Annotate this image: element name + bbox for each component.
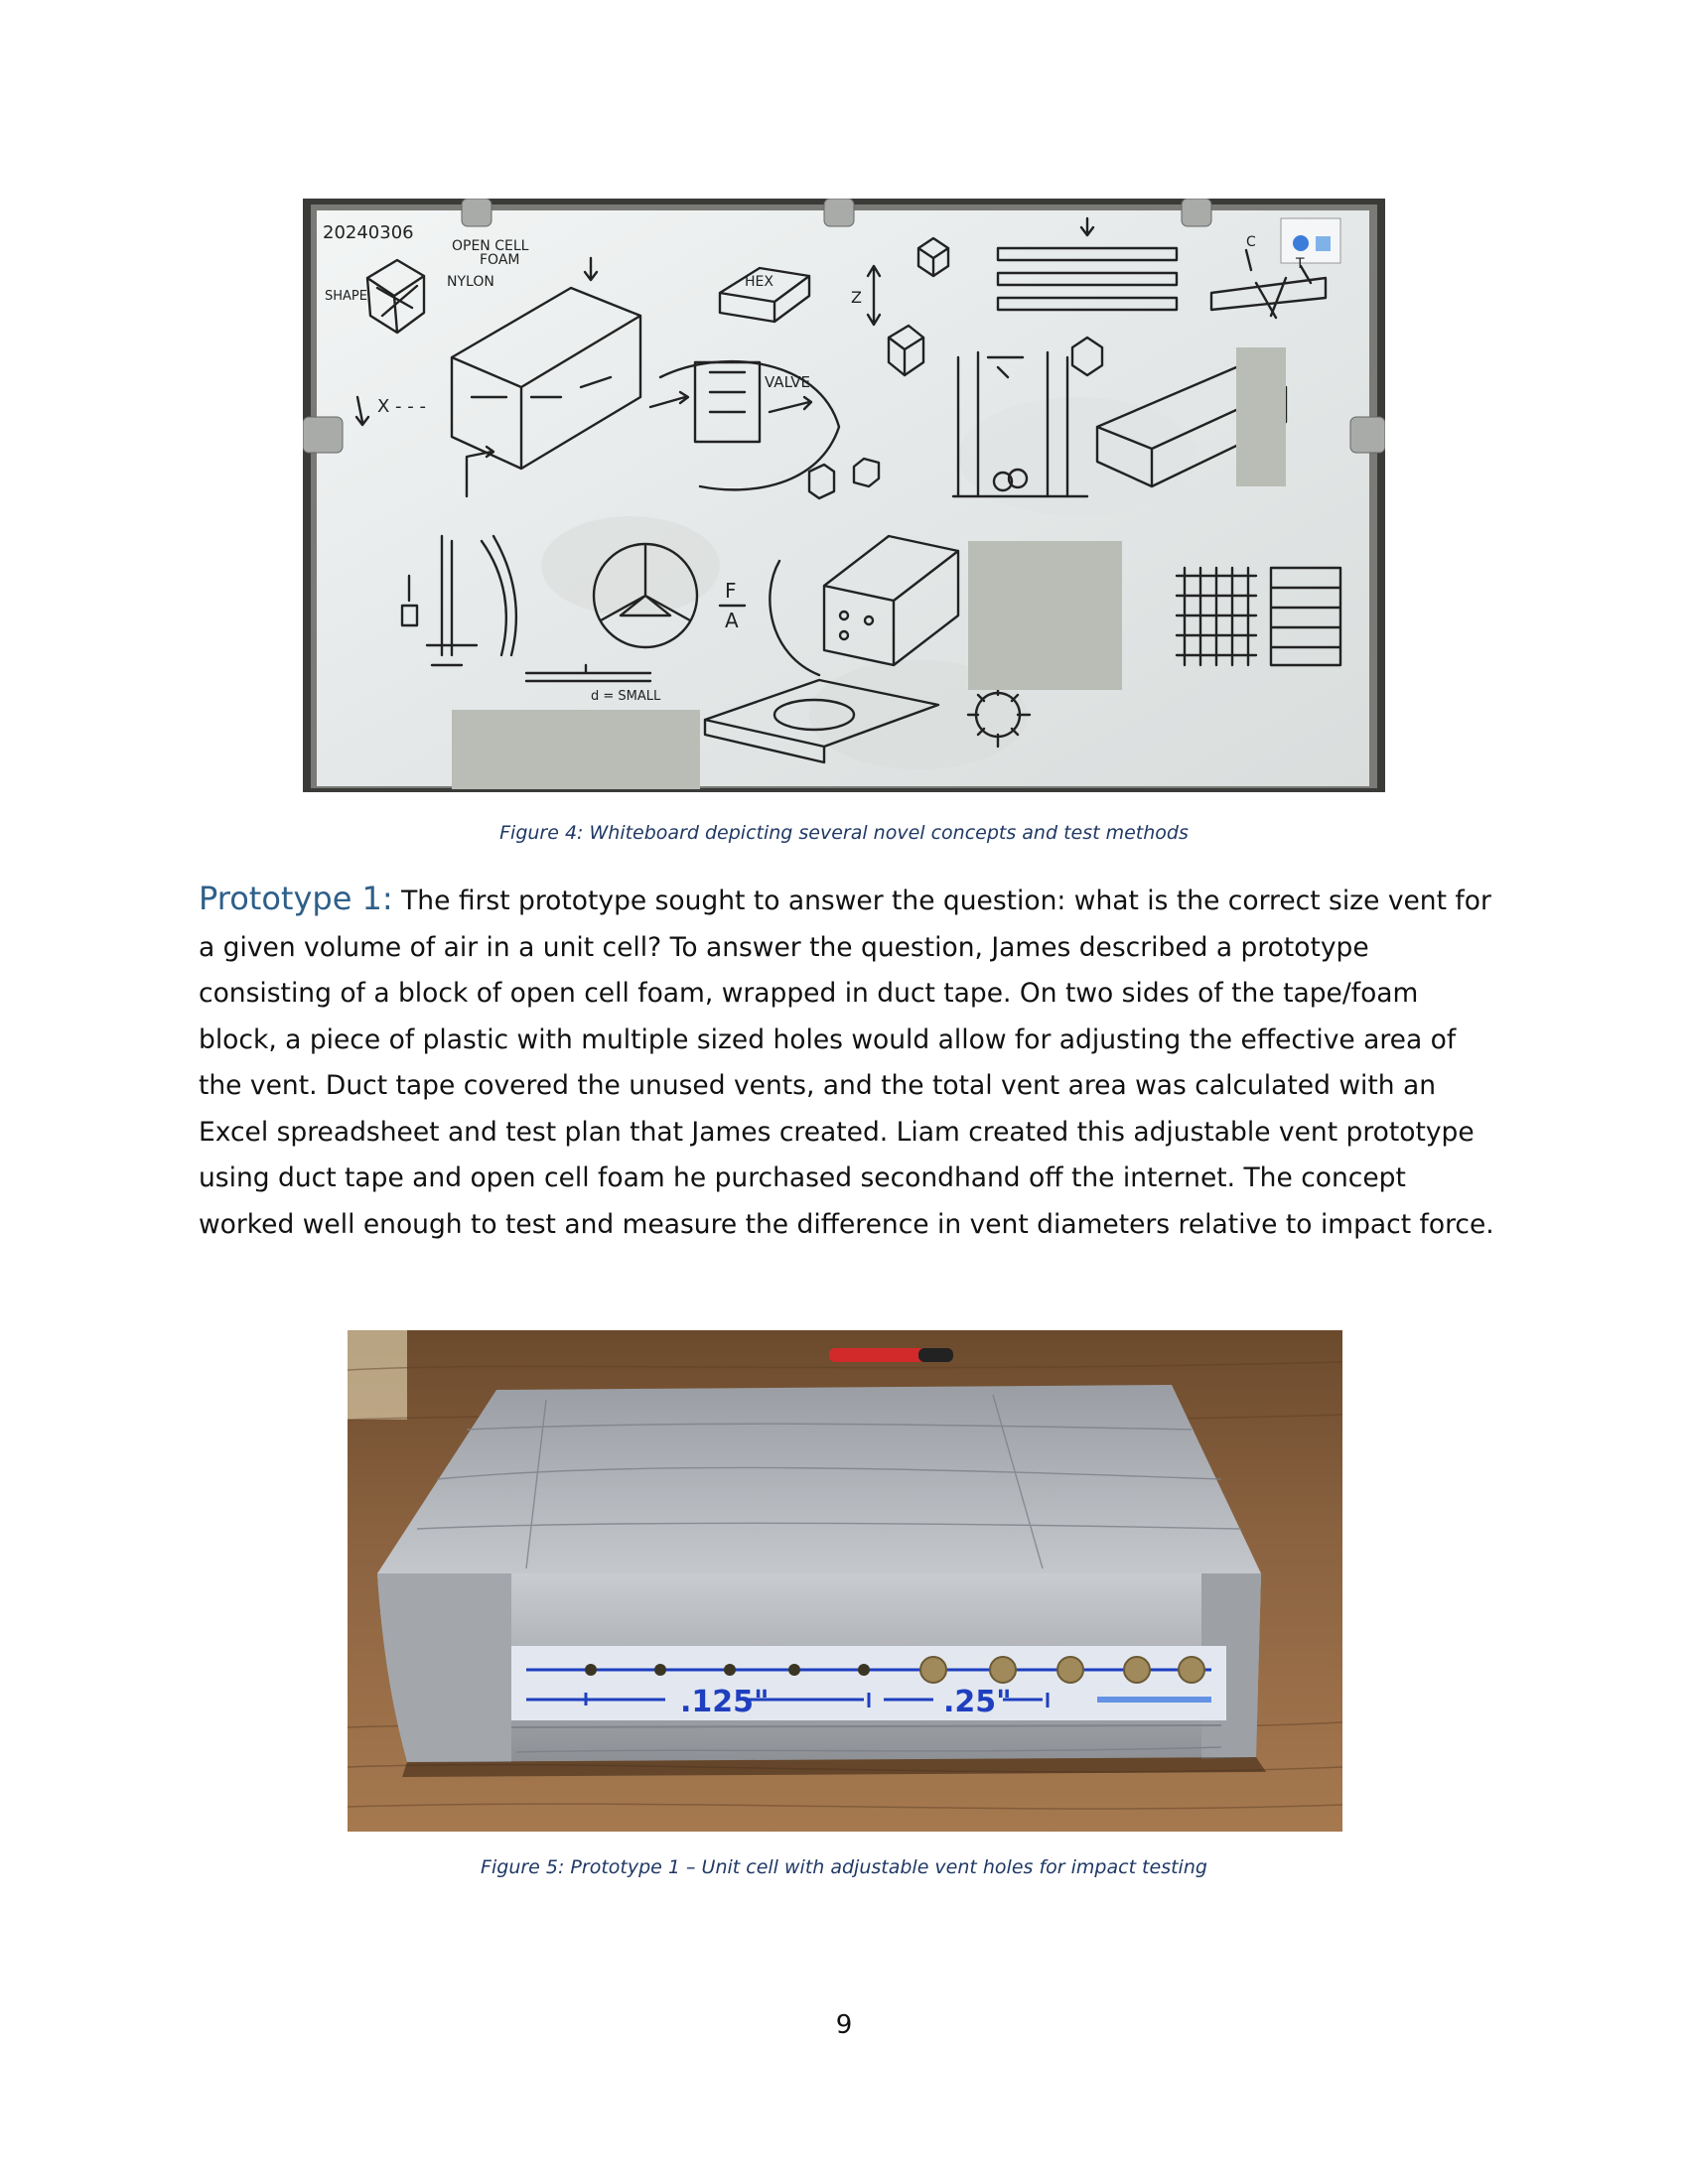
- figure-4-caption: Figure 4: Whiteboard depicting several novel concepts and test methods: [499, 822, 1189, 844]
- figure-5-caption: Figure 5: Prototype 1 – Unit cell with adjustable vent holes for impact testing: [481, 1856, 1207, 1878]
- whiteboard-photo: [303, 199, 1385, 792]
- prototype-1-heading: Prototype 1:: [199, 880, 393, 917]
- page-number: 9: [835, 2010, 853, 2040]
- board-z: Z: [851, 288, 862, 307]
- board-shape: SHAPE: [325, 289, 367, 304]
- prototype-photo: [348, 1330, 1342, 1832]
- board-foam: FOAM: [480, 252, 520, 268]
- board-date: 20240306: [323, 222, 414, 243]
- board-hex: HEX: [745, 274, 774, 290]
- prototype-1-body: The first prototype sought to answer the question: what is the correct size vent for a given volume of air in a unit cell? To answer the question, James described a prototype consisting of a block of open cell foam, wrapped in duct tape. On two sides of the tape/foam block, a piece of plastic with multiple sized holes would allow for adjusting the effective area of the vent. Duct tape covered the unused vents, and the total vent area was calculated with an Excel spreadsheet and test plan that James created. Liam created this adjustable vent prototype using duct tape and open cell foam he purchased secondhand off the internet. The concept worked well enough to test and measure the difference in vent diameters relative to impact force.: [199, 886, 1494, 1240]
- board-x-dots: X - - -: [377, 396, 426, 417]
- board-c: C: [1246, 234, 1256, 250]
- board-valve: VALVE: [765, 373, 811, 391]
- figure-5-image: [348, 1330, 1342, 1832]
- board-t: T: [1296, 256, 1305, 272]
- board-f: F: [725, 579, 737, 603]
- figure-4-image: [303, 199, 1385, 792]
- board-a: A: [725, 609, 739, 632]
- vent-label-large: .25": [943, 1685, 1012, 1719]
- prototype-1-paragraph: [199, 876, 1499, 1248]
- board-nylon: NYLON: [447, 274, 494, 290]
- board-open-cell: OPEN CELL: [452, 238, 529, 254]
- vent-label-small: .125": [680, 1685, 770, 1719]
- board-d-small: d = SMALL: [591, 689, 661, 704]
